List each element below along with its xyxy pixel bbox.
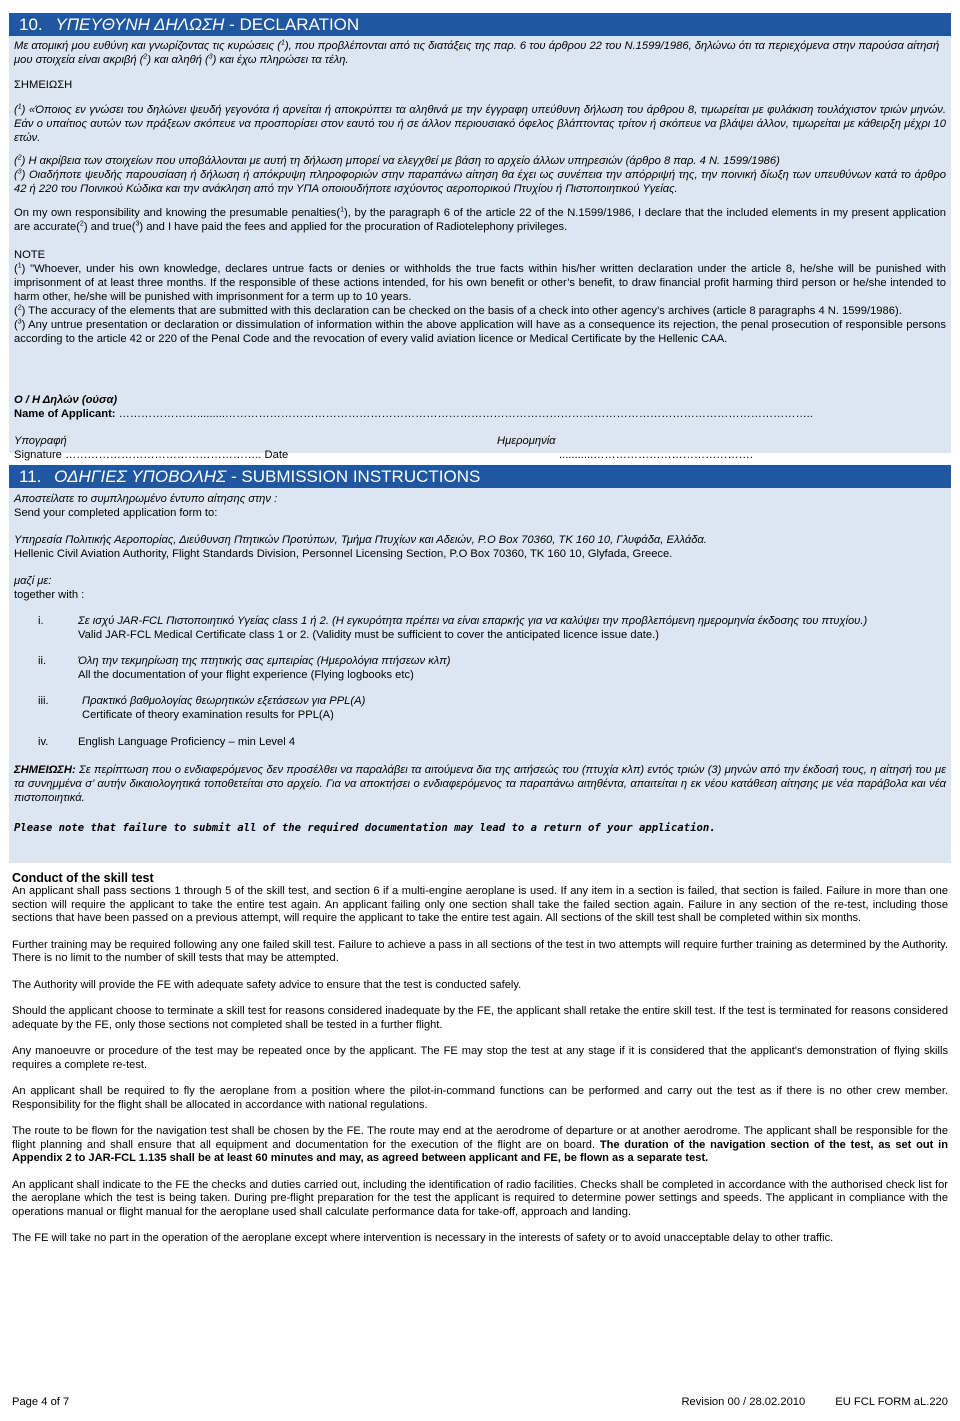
list-item-number: iv. — [38, 736, 49, 748]
send-to-english: Send your completed application form to: — [14, 507, 218, 519]
section-11-header — [9, 465, 951, 488]
date-label-greek: Ημερομηνία — [497, 435, 556, 447]
list-item — [14, 694, 946, 722]
declaration-intro-greek: Με ατομική μου ευθύνη και γνωρίζοντας τις κυρώσεις ($^1$), που προβλέπονται από τις διατάξεις της παρ. 6 του άρθρου 22 του Ν.1599/1986, δηλώνω ότι τα περιεχόμενα στην παρούσα αίτησή μου στοιχεία είναι ακριβή ($^2$) και αληθή ($^3$) και έχω πληρώσει τα τέλη. — [14, 39, 940, 66]
section-10-header — [9, 13, 951, 36]
submission-note-text: Σε περίπτωση που ο ενδιαφερόμενος δεν προσέλθει να παραλάβει τα αιτούμενα δια της αιτήσεώς του (πτυχία κλπ) εντός τριών (3) μηνών από την έκδοσή τους, η αίτησή του με τα συνημμένα σ’ αυτήν δικαιολογητικά τοποθετείται στο αρχείο. Για να αποκτήσει ο ενδιαφερόμενος τα παραπάνω αιτηθέντα, απαιτείται η εκ νέου κατάθεση αίτησης με νέα παράβολα και νέα πιστοποιητικά. — [14, 764, 946, 804]
applicant-label-english: Name of Applicant: — [14, 408, 116, 420]
section-11-number: 11. — [19, 467, 42, 486]
page — [0, 13, 960, 1421]
conduct-paragraph: Any manoeuvre or procedure of the test may be repeated once by the applicant. The FE may stop the test at any stage if it is considered that the applicant's demonstration of flying skills requires a complete re-test. — [12, 1045, 948, 1071]
section-11-title-english: - SUBMISSION INSTRUCTIONS — [226, 467, 481, 486]
declaration-intro-english: On my own responsibility and knowing the presumable penalties($^1$), by the paragraph 6 of the article 22 of the N.1599/1986, I declare that the included elements in my present application are accurate($^2$) and true($^3$) and I have paid the fees and applied for the procuration of Radiotelephony privileges. — [14, 206, 946, 233]
list-item-greek: Πρακτικό βαθμολογίας θεωρητικών εξετάσεων για PPL(A) — [82, 695, 366, 707]
conduct-title: Conduct of the skill test — [12, 871, 154, 885]
page-number: Page 4 of 7 — [12, 1396, 70, 1408]
list-item-english: Valid JAR-FCL Medical Certificate class 1 or 2. (Validity must be sufficient to cover the anticipated licence issue date.) — [78, 629, 659, 641]
date-label-english: Date — [264, 449, 289, 461]
signature-field[interactable]: …………………………………………….. — [61, 449, 265, 461]
list-item-number: ii. — [38, 655, 47, 667]
list-item — [14, 654, 946, 682]
conduct-paragraph: An applicant shall indicate to the FE the checks and duties carried out, including the identification of radio facilities. Checks shall be completed in accordance with the authorised check list for the aeroplane which the test is being taken. During pre-flight preparation for the test the applicant is required to determine power settings and speeds. The applicant in compliance with the operations manual or flight manual for the aeroplane used shall calculate performance data for take-off, approach and landing. — [12, 1178, 948, 1218]
note-greek-title: ΣΗΜΕΙΩΣΗ — [14, 79, 73, 91]
note-english-3: ($^3$) Any untrue presentation or declaration or dissimulation of information within the above application will have as a consequence its rejection, the penal prosecution of responsible persons according to the article 42 or 220 of the Penal Code and the revocation of every valid aviation licence or Medical Certificate by the Hellenic CAA. — [14, 318, 946, 345]
conduct-section — [9, 863, 951, 1246]
conduct-paragraph: Further training may be required following any one failed skill test. Failure to achieve a pass in all sections of the test in two attempts will require further training as determined by the Authority. There is no limit to the number of skill tests that may be attempted. — [12, 938, 948, 964]
together-with-english: together with : — [14, 589, 85, 601]
conduct-paragraph: Should the applicant choose to terminate a skill test for reasons considered inadequate by the FE, the applicant shall retake the entire skill test. If the test is terminated for reasons considered adequate by the FE, only those sections not completed shall be tested in a further flight. — [12, 1005, 948, 1031]
list-item-greek: Όλη την τεκμηρίωση της πτητικής σας εμπειρίας (Ημερολόγια πτήσεων κλπ) — [78, 655, 451, 667]
form-code: EU FCL FORM aL.220 — [835, 1396, 948, 1408]
note-greek-3: ($^3$) Οιαδήποτε ψευδής παρουσίαση ή δήλωση ή απόκρυψη πληροφοριών στην παραπάνω αίτηση θα έχει ως συνέπεια την απόρριψή της, την ποινική δίωξη των υπευθύνων κατά το άρθρο 42 ή 220 του Ποινικού Κώδικα και την ανάκληση από την ΥΠΑ οποιουδήποτε ισχύοντος αεροπορικού Πτυχίου ή Πιστοποιητικού Υγείας. — [14, 168, 946, 195]
signature-label-greek: Υπογραφή — [14, 435, 67, 447]
list-item-number: i. — [38, 615, 44, 627]
list-item-english: All the documentation of your flight experience (Flying logbooks etc) — [78, 669, 414, 681]
list-item — [14, 614, 946, 642]
address-english: Hellenic Civil Aviation Authority, Flight Standards Division, Personnel Licensing Section, P.O Box 70360, TK 160 10, Glyfada, Greece. — [14, 548, 673, 560]
list-item-english: Certificate of theory examination results for PPL(A) — [82, 709, 334, 721]
signature-label-english: Signature — [14, 449, 62, 461]
declaration-panel — [9, 36, 951, 461]
list-item-greek: Σε ισχύ JAR-FCL Πιστοποιητικό Υγείας class 1 ή 2. (Η εγκυρότητα πρέπει να είναι επαρκής για να καλύψει την προβλεπόμενη ημερομηνία έκδοσης του πτυχίου.) — [78, 615, 868, 627]
address-greek: Υπηρεσία Πολιτικής Αεροπορίας, Διεύθυνση Πτητικών Προτύπων, Τμήμα Πτυχίων και Αδειών, P.O Box 70360, TK 160 10, Γλυφάδα, Ελλάδα. — [14, 534, 707, 546]
conduct-paragraph: An applicant shall pass sections 1 through 5 of the skill test, and section 6 if a multi-engine aeroplane is used. If any item in a section is failed, that section is failed. Failure in more than one section will require the applicant to take the entire test again. An applicant failing only one section shall take the failed section again. Failure in any section of the re-test, including those sections that have been passed on a previous attempt, will require the applicant to take the entire test again. All sections of the skill test shall be completed within six months. — [12, 885, 948, 924]
list-item-number: iii. — [38, 695, 49, 707]
list-item-english: English Language Proficiency – min Level 4 — [78, 736, 296, 748]
section-10-title-greek: ΥΠΕΥΘΥΝΗ ΔΗΛΩΣΗ — [55, 15, 225, 34]
submission-note-greek — [14, 763, 946, 805]
note-greek-1: ($^1$) «Όποιος εν γνώσει του δηλώνει ψευδή γεγονότα ή αρνείται ή αποκρύπτει τα αληθινά με την έγγραφη υπεύθυνη δήλωση του άρθρου 8, τιμωρείται με φυλάκιση τουλάχιστον τριών μηνών. Εάν ο υπαίτιος αυτών των πράξεων σκόπευε να προσπορίσει στον εαυτό του ή σε άλλον περιουσιακό όφελος βλάπτοντας τρίτον ή σκόπευε να βλάψει άλλον, τιμωρείται με κάθειρξη μέχρι 10 ετών. — [14, 103, 946, 144]
list-item — [14, 735, 946, 749]
section-10-number: 10. — [19, 15, 43, 34]
together-with-greek: μαζί με: — [14, 575, 52, 587]
applicant-row[interactable] — [14, 407, 946, 421]
applicant-label-greek: Ο / Η Δηλών (ούσα) — [14, 394, 118, 406]
signature-row — [14, 448, 946, 462]
section-11-title-greek: ΟΔΗΓΙΕΣ ΥΠΟΒΟΛΗΣ — [54, 467, 227, 486]
applicant-name-field[interactable]: ………………….........………………………………………………………………………………………………………………………………………….. — [115, 408, 813, 420]
date-field[interactable]: ...........……………………………………. — [559, 449, 753, 461]
conduct-paragraph: The Authority will provide the FE with adequate safety advice to ensure that the test is conducted safely. — [12, 978, 522, 991]
section-10-title-english: - DECLARATION — [224, 15, 360, 34]
note-english-2: ($^2$) The accuracy of the elements that are submitted with this declaration can be checked on the basis of a check into other agency’s archives (article 8 paragraphs 4 N. 1599/1986). — [14, 304, 902, 317]
note-english-title: NOTE — [14, 249, 46, 261]
page-footer — [12, 1396, 948, 1408]
signature-labels-greek — [14, 434, 946, 448]
revision-label: Revision 00 / 28.02.2010 — [681, 1396, 806, 1408]
conduct-paragraph: An applicant shall be required to fly the aeroplane from a position where the pilot-in-command functions can be performed and carry out the test as if there is no other crew member. Responsibility for the flight shall be allocated in accordance with national regulations. — [12, 1085, 948, 1111]
note-greek-2: ($^2$) Η ακρίβεια των στοιχείων που υποβάλλονται με αυτή τη δήλωση μπορεί να ελεγχθεί με βάση το αρχείο άλλων υπηρεσιών (άρθρο 8 παρ. 4 Ν. 1599/1986) — [14, 154, 780, 167]
conduct-paragraph: The FE will take no part in the operation of the aeroplane except where intervention is necessary in the interests of safety or to avoid unacceptable delay to other traffic. — [12, 1232, 834, 1244]
send-to-greek: Αποστείλατε το συμπληρωμένο έντυπο αίτησης στην : — [14, 493, 278, 505]
submission-panel — [9, 488, 951, 863]
submission-warning: Please note that failure to submit all of the required documentation may lead to a return of your application. — [14, 822, 716, 834]
note-english-1: ($^1$) "Whoever, under his own knowledge, declares untrue facts or denies or withholds the true facts within his/her written declaration under the article 8, he/she will be punished with imprisonment of at least three months. If the responsible of these actions intended, for his own benefit or other’s benefit, to draw financial profit harming third person or he/she intended to harm other, he/she will be punished with imprisonment for a term up to 10 years. — [14, 262, 946, 303]
conduct-paragraph: The route to be flown for the navigation test shall be chosen by the FE. The route may end at the aerodrome of departure or at another aerodrome. The applicant shall be responsible for the flight planning and shall ensure that all equipment and documentation for the execution of the flight are on board. The duration of the navigation section of the test, as set out in Appendix 2 to JAR-FCL 1.135 shall be at least 60 minutes and may, as agreed between applicant and FE, be flown as a separate test. — [12, 1125, 949, 1164]
submission-note-title: ΣΗΜΕΙΩΣΗ: — [14, 764, 76, 776]
